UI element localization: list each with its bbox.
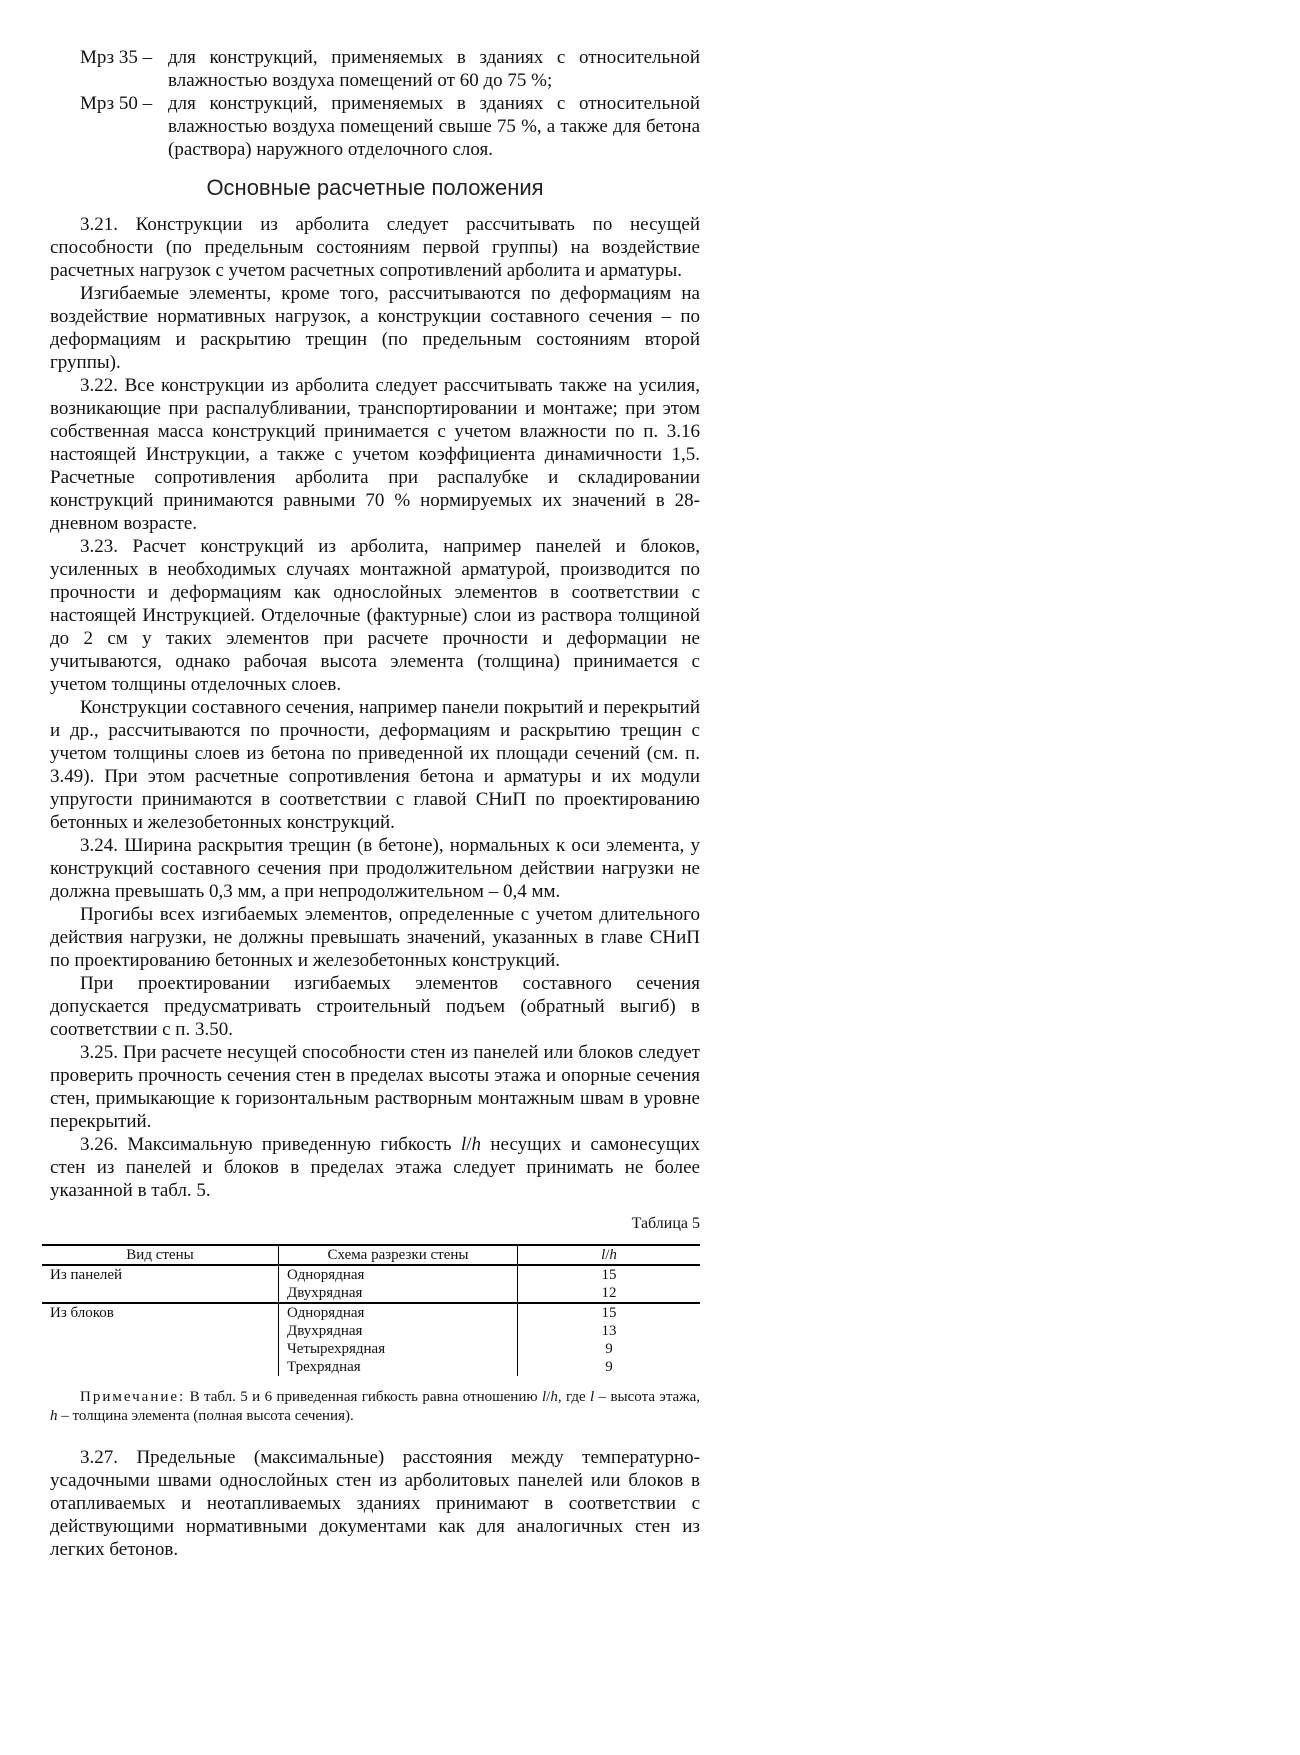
- cell-scheme: Однорядная: [279, 1303, 518, 1322]
- symbol-l: l: [601, 1247, 606, 1263]
- table-title: Таблица 5: [631, 1215, 700, 1232]
- table-header-row: [42, 1245, 700, 1265]
- cell-wall-type: [42, 1340, 279, 1358]
- symbol-h: h: [550, 1389, 558, 1405]
- symbol-h: h: [471, 1134, 481, 1155]
- cell-value: 12: [518, 1284, 701, 1303]
- section-heading: Основные расчетные положения: [206, 175, 544, 200]
- text-fragment: несущих и самонесущих стен из панелей и блоков в пределах этажа следует принимать не более указанной в табл. 5.: [50, 1134, 700, 1201]
- cell-scheme: Трехрядная: [279, 1358, 518, 1376]
- paragraph: 3.24. Ширина раскрытия трещин (в бетоне), нормальных к оси элемента, у конструкций составного сечения при продолжительном действии нагрузки не должна превышать 0,3 мм, а при непродолжительном – 0,4 мм.: [50, 835, 700, 902]
- cell-value: 15: [601, 1267, 617, 1283]
- table-note: [50, 1388, 700, 1426]
- paragraph: 3.22. Все конструкции из арболита следует рассчитывать также на усилия, возникающие при распалубливании, транспортировании и монтаже; при этом собственная масса конструкций принимается с учетом влажности по п. 3.16 настоящей Инструкции, а также с учетом коэффициента динамичности 1,5. Расчетные сопротивления арболита при распалубке и складировании конструкций принимаются равными 70 % нормируемых их значений в 28-дневном возрасте.: [50, 375, 700, 534]
- definition-term: Мрз 50 –: [80, 93, 153, 114]
- cell-scheme: Двухрядная: [279, 1322, 518, 1340]
- cell-wall-type: [42, 1358, 279, 1376]
- definition-term: Мрз 35 –: [80, 47, 153, 68]
- definition-text: для конструкций, применяемых в зданиях с относительной влажностью воздуха помещений свыше 75 %, а также для бетона (раствора) наружного отделочного слоя.: [168, 93, 700, 160]
- cell-wall-type: Из панелей: [42, 1265, 279, 1284]
- cell-value: 15: [601, 1305, 617, 1321]
- text-fragment: В табл. 5 и 6 приведенная гибкость равна отношению: [185, 1389, 542, 1405]
- paragraph: При проектировании изгибаемых элементов составного сечения допускается предусматривать строительный подъем (обратный выгиб) в соответствии с п. 3.50.: [50, 973, 700, 1040]
- cell-wall-type: Из блоков: [42, 1303, 279, 1322]
- cell-wall-type: [42, 1284, 279, 1303]
- table-row: [42, 1284, 700, 1303]
- text-fragment: /: [605, 1247, 610, 1263]
- paragraph: Конструкции составного сечения, например панели покрытий и перекрытий и др., рассчитываются по прочности, деформациям и раскрытию трещин с учетом толщины слоев из бетона по приведенной их площади сечений (см. п. 3.49). При этом расчетные сопротивления бетона и арматуры и их модули упругости принимаются в соответствии с главой СНиП по проектированию бетонных и железобетонных конструкций.: [50, 697, 700, 833]
- cell-value: 9: [605, 1359, 613, 1375]
- text-fragment: 3.26. Максимальную приведенную гибкость: [80, 1134, 461, 1155]
- cell-wall-type: [42, 1322, 279, 1340]
- paragraph: 3.27. Предельные (максимальные) расстояния между температурно-усадочными швами однослойных стен из арболитовых панелей или блоков в отапливаемых и неотапливаемых зданиях принимают в соответствии с действующими нормативными документами как для аналогичных стен из легких бетонов.: [50, 1447, 700, 1560]
- table-row: [42, 1303, 700, 1322]
- cell-scheme: Однорядная: [279, 1265, 518, 1284]
- paragraph: 3.25. При расчете несущей способности стен из панелей или блоков следует проверить прочность сечения стен в пределах высоты этажа и опорные сечения стен, примыкающие к горизонтальным растворным монтажным швам в уровне перекрытий.: [50, 1042, 700, 1132]
- paragraph: 3.21. Конструкции из арболита следует рассчитывать по несущей способности (по предельным состояниям первой группы) на воздействие расчетных нагрузок с учетом расчетных сопротивлений арболита и арматуры.: [50, 214, 700, 281]
- table-row: [42, 1340, 700, 1358]
- cell-value: 9: [605, 1341, 613, 1357]
- paragraph: 3.23. Расчет конструкций из арболита, например панелей и блоков, усиленных в необходимых случаях монтажной арматурой, производится по прочности и деформациям как однослойных элементов в соответствии с настоящей Инструкцией. Отделочные (фактурные) слои из раствора толщиной до 2 см у таких элементов при расчете прочности и деформации не учитываются, однако рабочая высота элемента (толщина) принимается с учетом толщины отделочных слоев.: [50, 536, 700, 695]
- text-fragment: /: [546, 1389, 551, 1405]
- table-row: [42, 1322, 700, 1340]
- table-row: [42, 1358, 700, 1376]
- symbol-l: l: [460, 1134, 467, 1155]
- text-fragment: , где: [557, 1389, 591, 1405]
- table-row: [42, 1265, 700, 1284]
- symbol-h: h: [609, 1247, 617, 1263]
- note-label: Примечание:: [80, 1389, 186, 1405]
- text-fragment: /: [466, 1134, 472, 1155]
- paragraph-3-26: [50, 1133, 700, 1202]
- cell-scheme: Четырехрядная: [279, 1340, 518, 1358]
- text-fragment: – высота этажа,: [594, 1389, 700, 1405]
- definition-item: [80, 92, 700, 161]
- symbol-l: l: [590, 1389, 595, 1405]
- paragraph: Изгибаемые элементы, кроме того, рассчитываются по деформациям на воздействие нормативных нагрузок, а конструкции составного сечения – по деформациям и раскрытию трещин (по предельным состояниям второй группы).: [50, 283, 700, 373]
- definition-item: [80, 46, 700, 92]
- symbol-l: l: [541, 1389, 547, 1405]
- symbol-h: h: [50, 1408, 58, 1424]
- document-page: [50, 46, 700, 1561]
- column-header-cutting-scheme: Схема разрезки стены: [279, 1245, 518, 1265]
- cell-value: 13: [601, 1323, 617, 1339]
- cell-scheme: Двухрядная: [279, 1284, 518, 1303]
- frost-grade-definitions: [80, 46, 700, 161]
- paragraph: Прогибы всех изгибаемых элементов, определенные с учетом длительного действия нагрузки, не должны превышать значений, указанных в главе СНиП по проектированию бетонных и железобетонных конструкций.: [50, 904, 700, 971]
- column-header-slenderness: [518, 1245, 701, 1265]
- slenderness-table: [42, 1244, 700, 1376]
- column-header-wall-type: Вид стены: [42, 1245, 279, 1265]
- text-fragment: – толщина элемента (полная высота сечения).: [57, 1408, 354, 1424]
- definition-text: для конструкций, применяемых в зданиях с относительной влажностью воздуха помещений от 60 до 75 %;: [168, 47, 700, 91]
